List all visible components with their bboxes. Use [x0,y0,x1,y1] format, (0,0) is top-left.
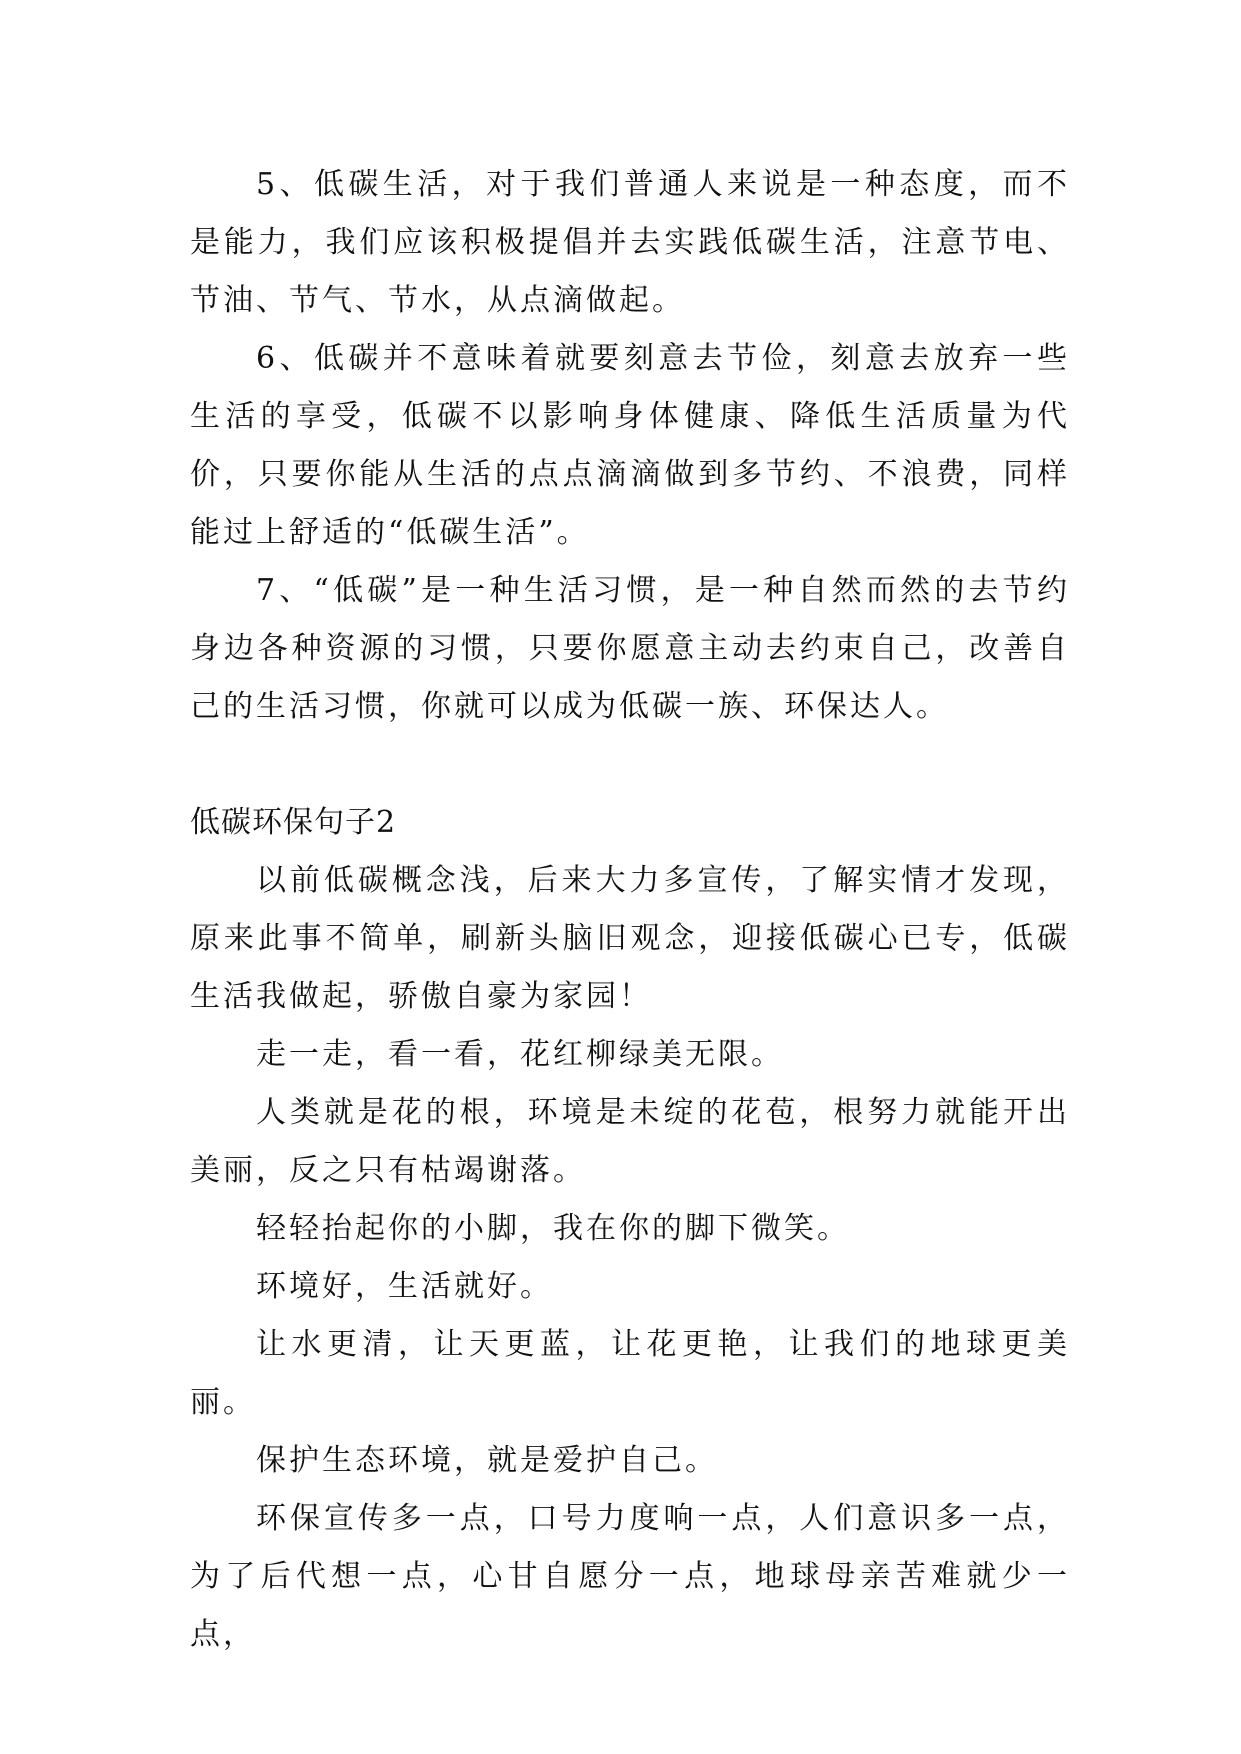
sentence-paragraph: 让水更清，让天更蓝，让花更艳，让我们的地球更美丽。 [190,1327,1070,1420]
section-heading: 低碳环保句子2 [190,805,397,840]
sentence-paragraph: 人类就是花的根，环境是未绽的花苞，根努力就能开出美丽，反之只有枯竭谢落。 [190,1095,1070,1188]
paragraph-item-5: 5、低碳生活，对于我们普通人来说是一种态度，而不是能力，我们应该积极提倡并去实践低碳生活，注意节电、节油、节气、节水，从点滴做起。 [190,167,1070,318]
sentence-paragraph: 以前低碳概念浅，后来大力多宣传，了解实情才发现，原来此事不简单，刷新头脑旧观念，迎接低碳心已专，低碳生活我做起，骄傲自豪为家园！ [190,863,1070,1014]
sentence-paragraph: 环保宣传多一点，口号力度响一点，人们意识多一点，为了后代想一点，心甘自愿分一点，地球母亲苦难就少一点， [190,1501,1070,1652]
paragraph-item-6: 6、低碳并不意味着就要刻意去节俭，刻意去放弃一些生活的享受，低碳不以影响身体健康、降低生活质量为代价，只要你能从生活的点点滴滴做到多节约、不浪费，同样能过上舒适的“低碳生活”。 [190,341,1070,550]
paragraph-item-7: 7、“低碳”是一种生活习惯，是一种自然而然的去节约身边各种资源的习惯，只要你愿意主动去约束自己，改善自己的生活习惯，你就可以成为低碳一族、环保达人。 [190,573,1070,724]
document-body [190,156,1070,1664]
sentence-paragraph: 轻轻抬起你的小脚，我在你的脚下微笑。 [256,1211,850,1246]
sentence-paragraph: 保护生态环境，就是爱护自己。 [256,1443,718,1478]
sentence-paragraph: 环境好，生活就好。 [256,1269,553,1304]
sentence-paragraph: 走一走，看一看，花红柳绿美无限。 [256,1037,784,1072]
